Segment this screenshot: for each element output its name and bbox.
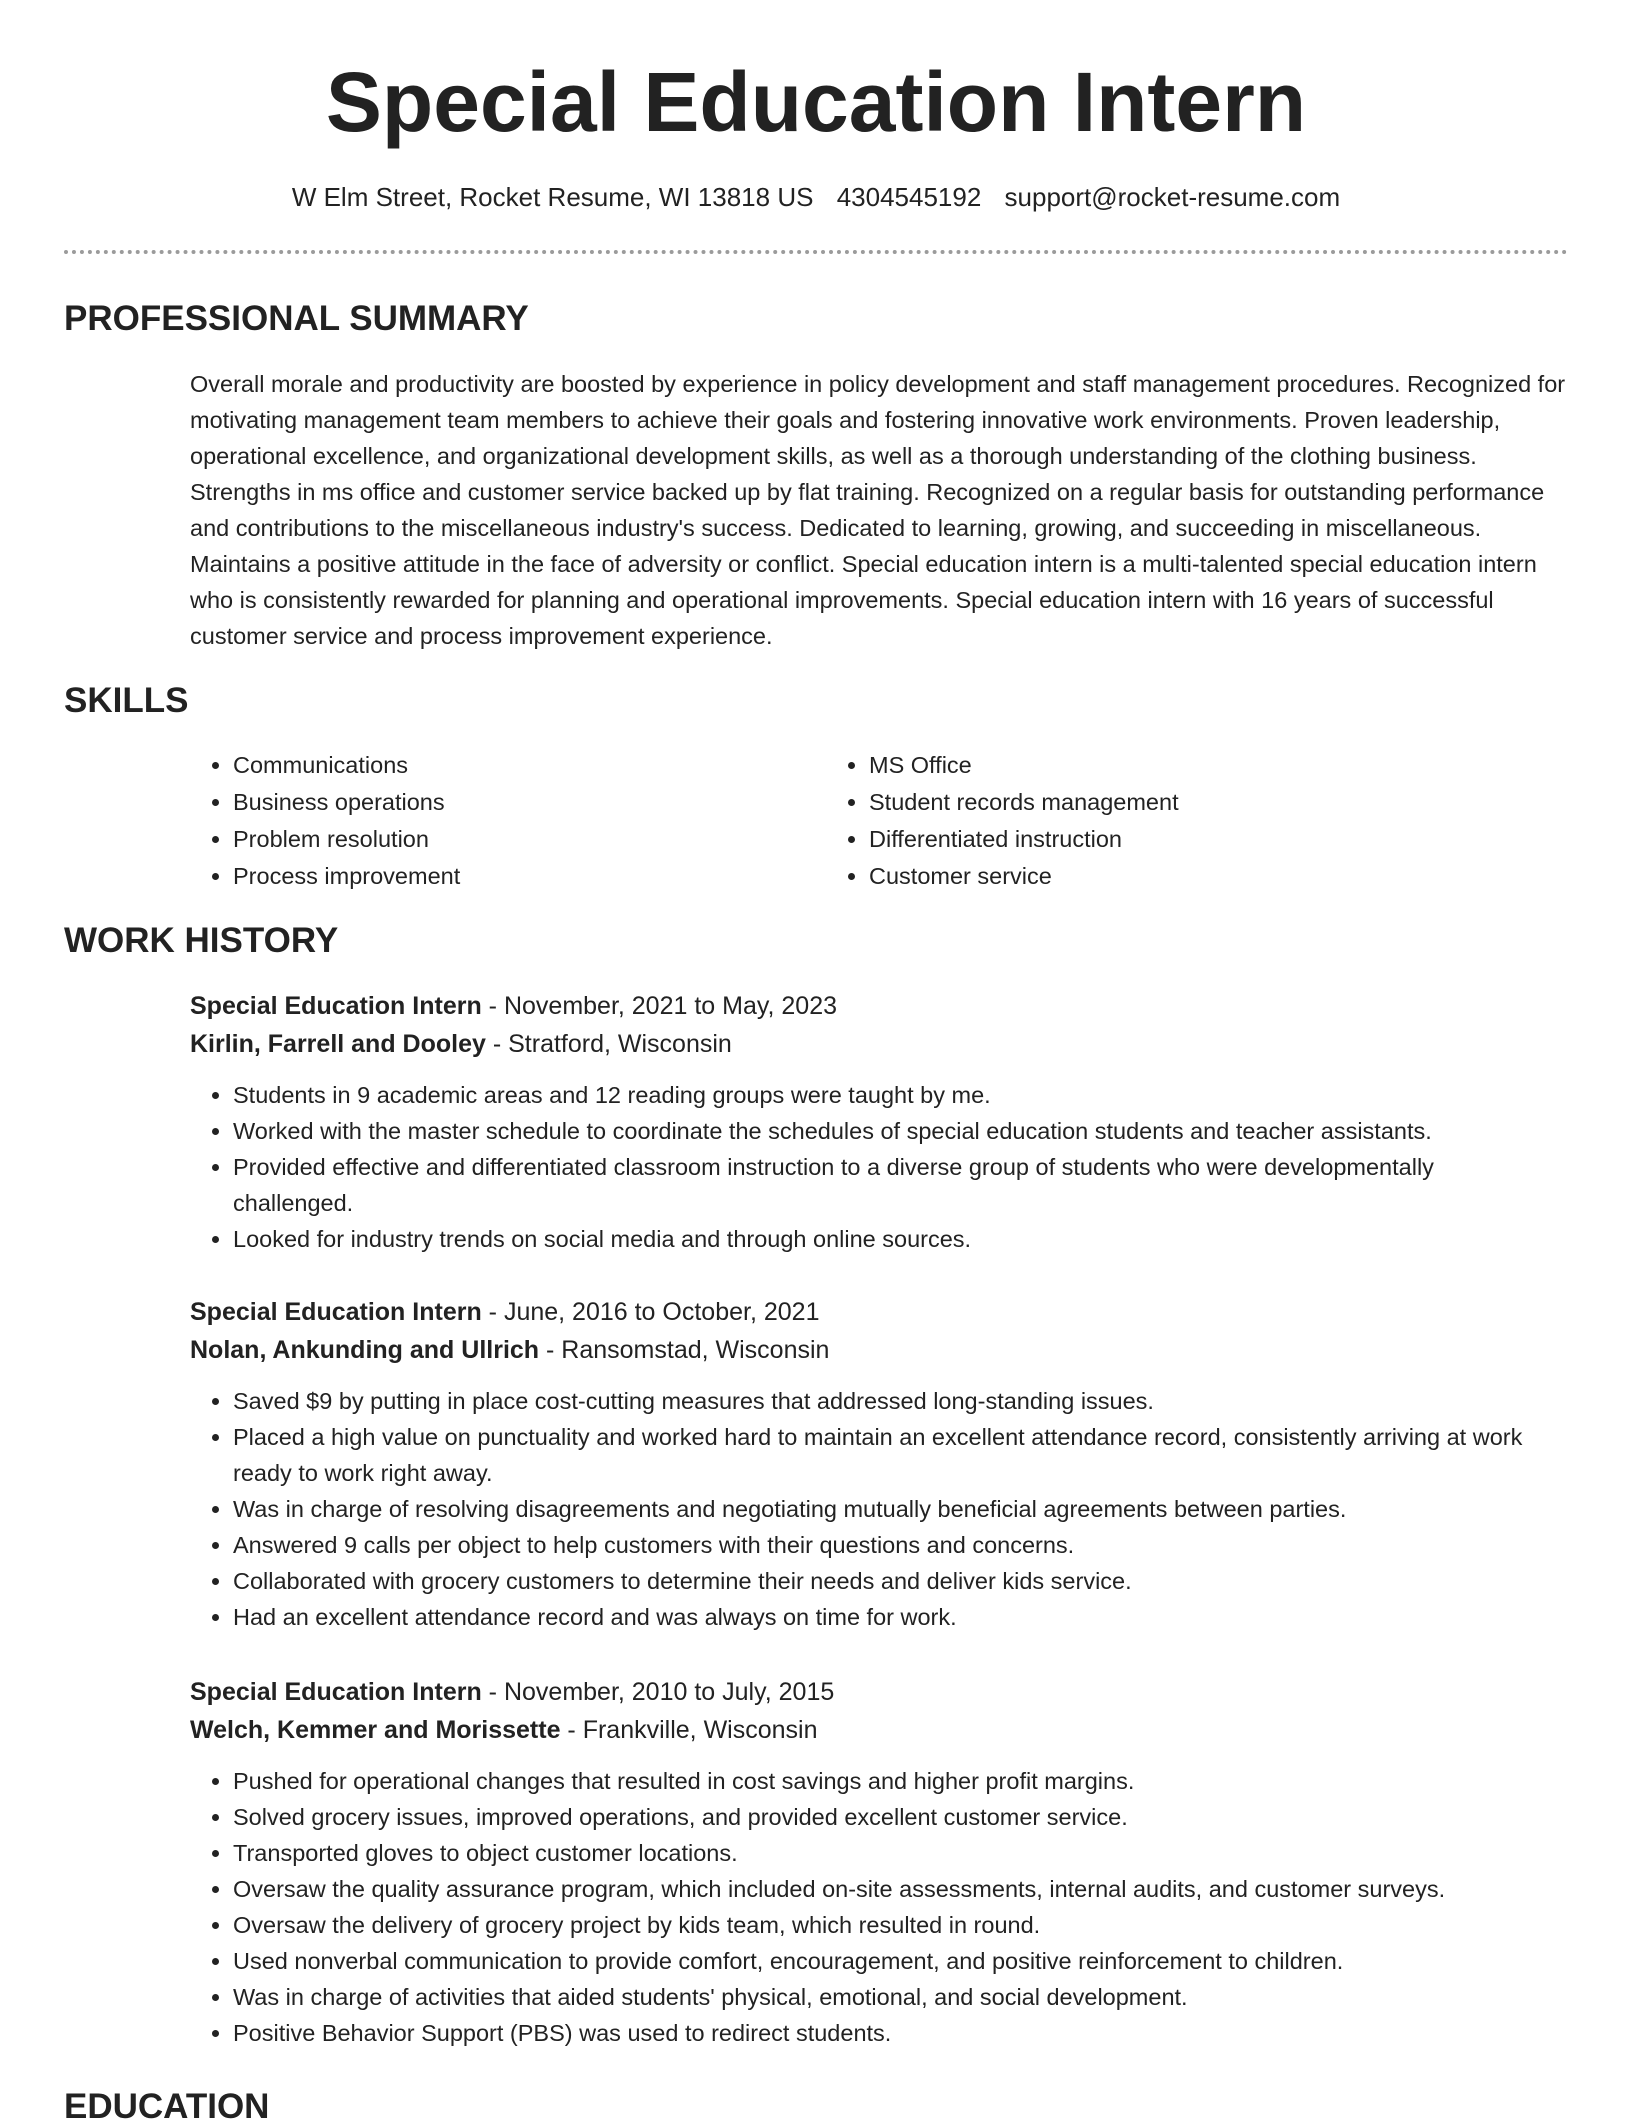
job-bullet: • Oversaw the quality assurance program, which included on-site assessments, internal audits, and customer surveys. (233, 1871, 1568, 1907)
job-location: - Frankville, Wisconsin (560, 1716, 818, 1744)
job-role: Special Education Intern (190, 1298, 482, 1326)
job-title-line (190, 1293, 1568, 1331)
job-company-line (190, 1711, 1568, 1749)
job-bullet: • Looked for industry trends on social media and through online sources. (233, 1221, 1568, 1257)
section-title-work-history: WORK HISTORY (64, 921, 339, 960)
job-location: - Stratford, Wisconsin (485, 1030, 732, 1058)
job-entry (190, 1673, 1568, 2051)
resume-name: Special Education Intern (325, 55, 1307, 149)
job-company: Kirlin, Farrell and Dooley (190, 1030, 486, 1058)
contact-phone: 4304545192 (836, 182, 982, 212)
job-dates: - November, 2021 to May, 2023 (481, 992, 838, 1020)
job-role: Special Education Intern (190, 1678, 482, 1706)
job-bullet: • Worked with the master schedule to coordinate the schedules of special education students and teacher assistants. (233, 1113, 1568, 1149)
skill-item: • Process improvement (233, 858, 826, 895)
job-bullet: • Had an excellent attendance record and was always on time for work. (233, 1599, 1568, 1635)
skill-item: • MS Office (869, 747, 1526, 784)
job-bullet: • Pushed for operational changes that resulted in cost savings and higher profit margins. (233, 1763, 1568, 1799)
section-title-skills: SKILLS (64, 681, 189, 720)
job-bullets (190, 1763, 1568, 2051)
contact-address: W Elm Street, Rocket Resume, WI 13818 US (291, 182, 814, 212)
contact-line (0, 181, 1632, 215)
summary-text: Overall morale and productivity are boosted by experience in policy development and staff management procedures. Recognized for motivating management team members to achieve their goals and fostering innovative work environments. Proven leadership, operational excellence, and organizational development skills, as well as a thorough understanding of the clothing business. Strengths in ms office and customer service backed up by flat training. Recognized on a regular basis for outstanding performance and contributions to the miscellaneous industry's success. Dedicated to learning, growing, and succeeding in miscellaneous. Maintains a positive attitude in the face of adversity or conflict. Special education intern is a multi-talented special education intern who is consistently rewarded for planning and operational improvements. Special education intern with 16 years of successful customer service and process improvement experience. (190, 371, 1566, 649)
job-title-line (190, 987, 1568, 1025)
section-title-summary: PROFESSIONAL SUMMARY (64, 299, 529, 338)
job-location: - Ransomstad, Wisconsin (539, 1336, 830, 1364)
header-divider (64, 250, 1568, 254)
job-bullets (190, 1383, 1568, 1635)
job-bullet: • Saved $9 by putting in place cost-cutting measures that addressed long-standing issues. (233, 1383, 1568, 1419)
skills-column-right (826, 747, 1526, 895)
skill-item: • Problem resolution (233, 821, 826, 858)
job-bullet: • Students in 9 academic areas and 12 reading groups were taught by me. (233, 1077, 1568, 1113)
contact-email: support@rocket-resume.com (1004, 182, 1341, 212)
section-title-education: EDUCATION (64, 2087, 270, 2126)
job-title-line (190, 1673, 1568, 1711)
job-bullet: • Oversaw the delivery of grocery project by kids team, which resulted in round. (233, 1907, 1568, 1943)
job-bullet: • Solved grocery issues, improved operations, and provided excellent customer service. (233, 1799, 1568, 1835)
job-role: Special Education Intern (190, 992, 482, 1020)
skill-item: • Business operations (233, 784, 826, 821)
job-bullet: • Positive Behavior Support (PBS) was used to redirect students. (233, 2015, 1568, 2051)
job-entry (190, 987, 1568, 1257)
job-company: Welch, Kemmer and Morissette (190, 1716, 561, 1744)
skill-item: • Communications (233, 747, 826, 784)
job-bullet: • Used nonverbal communication to provide comfort, encouragement, and positive reinforcement to children. (233, 1943, 1568, 1979)
job-company-line (190, 1331, 1568, 1369)
skills-list (190, 747, 1568, 895)
job-bullet: • Was in charge of activities that aided students' physical, emotional, and social development. (233, 1979, 1568, 2015)
skill-item: • Differentiated instruction (869, 821, 1526, 858)
job-company-line (190, 1025, 1568, 1063)
job-bullets (190, 1077, 1568, 1257)
job-entry (190, 1293, 1568, 1635)
job-dates: - June, 2016 to October, 2021 (481, 1298, 820, 1326)
job-bullet: • Placed a high value on punctuality and worked hard to maintain an excellent attendance record, consistently arriving at work ready to work right away. (233, 1419, 1568, 1491)
skills-column-left (190, 747, 826, 895)
skill-item: • Customer service (869, 858, 1526, 895)
job-bullet: • Collaborated with grocery customers to determine their needs and deliver kids service. (233, 1563, 1568, 1599)
skill-item: • Student records management (869, 784, 1526, 821)
job-bullet: • Was in charge of resolving disagreements and negotiating mutually beneficial agreements between parties. (233, 1491, 1568, 1527)
job-dates: - November, 2010 to July, 2015 (481, 1678, 835, 1706)
job-bullet: • Answered 9 calls per object to help customers with their questions and concerns. (233, 1527, 1568, 1563)
job-company: Nolan, Ankunding and Ullrich (190, 1336, 540, 1364)
job-bullet: • Provided effective and differentiated classroom instruction to a diverse group of students who were developmentally challenged. (233, 1149, 1568, 1221)
job-bullet: • Transported gloves to object customer locations. (233, 1835, 1568, 1871)
